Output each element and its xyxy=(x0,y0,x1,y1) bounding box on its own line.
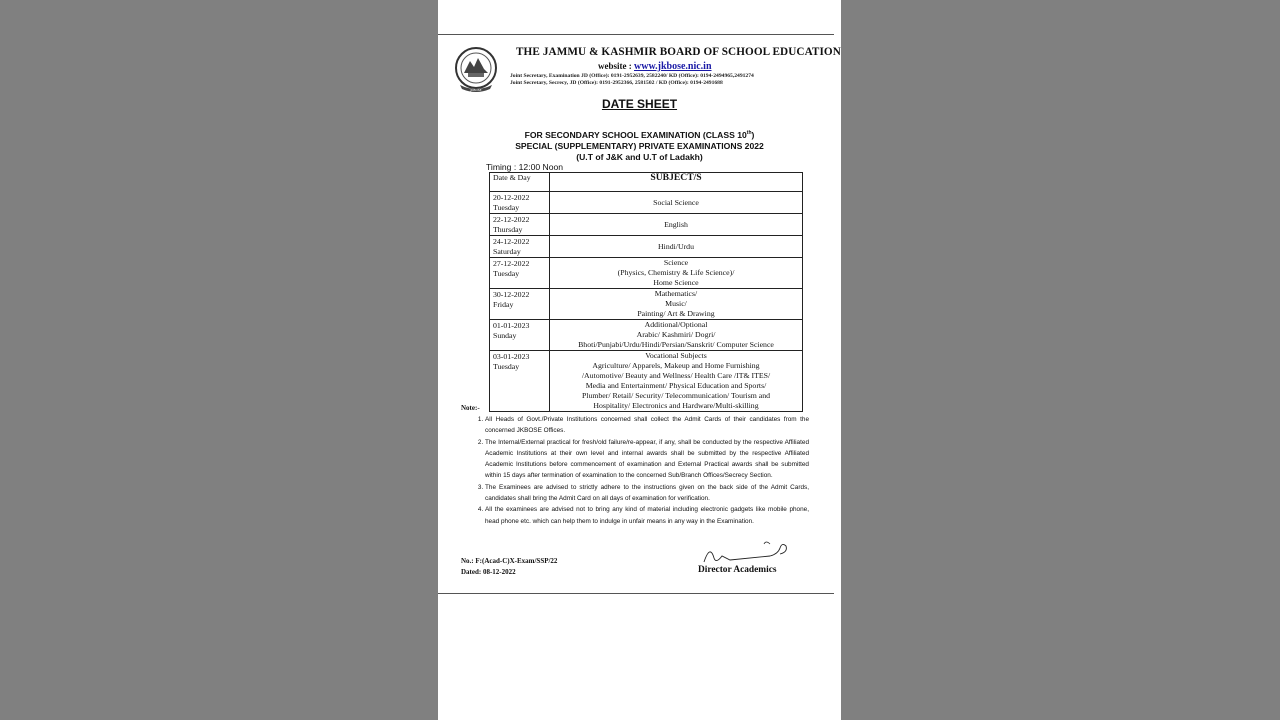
subject-line: Painting/ Art & Drawing xyxy=(637,309,715,318)
reference-number: No.: F:(Acad-C)X-Exam/SSP/22 xyxy=(461,557,558,565)
exam-day: Friday xyxy=(493,300,514,309)
table-header-row xyxy=(490,173,803,192)
organization-name: THE JAMMU & KASHMIR BOARD OF SCHOOL EDUCATION xyxy=(516,46,841,58)
row-date-cell xyxy=(490,351,550,412)
row-date-cell xyxy=(490,289,550,320)
contact-line-secrecy: Joint Secretary, Secrecy, JD (Office): 0191-2952366, 2581502 / KD (Office): 0194-2491688 xyxy=(510,80,723,86)
table-row xyxy=(490,320,803,351)
row-subject-cell xyxy=(550,258,803,289)
contact-line-examination: Joint Secretary, Examination JD (Office): 0191-2952639, 2582240/ KD (Office): 0194-2494965,2491274 xyxy=(510,73,754,79)
row-subject-cell xyxy=(550,214,803,236)
table-row xyxy=(490,258,803,289)
exam-date: 27-12-2022 xyxy=(493,259,530,268)
website-label: website : xyxy=(598,61,632,71)
exam-heading-class xyxy=(438,130,841,140)
row-subject-cell xyxy=(550,289,803,320)
exam-day: Thursday xyxy=(493,225,523,234)
row-subject-cell xyxy=(550,192,803,214)
subject-line: Hindi/Urdu xyxy=(658,241,694,251)
subject-line: Bhoti/Punjabi/Urdu/Hindi/Persian/Sanskrit/ Computer Science xyxy=(578,340,774,349)
exam-day: Sunday xyxy=(493,331,517,340)
subject-line: Plumber/ Retail/ Security/ Telecommunication/ Tourism and xyxy=(581,391,771,400)
exam-day: Tuesday xyxy=(493,362,520,371)
document-title: DATE SHEET xyxy=(601,97,678,111)
table-row xyxy=(490,289,803,320)
subject-line: Arabic/ Kashmiri/ Dogri/ xyxy=(636,330,716,339)
row-date-cell xyxy=(490,258,550,289)
exam-heading-sup: th xyxy=(746,130,752,137)
subject-line: Hospitality/ Electronics and Hardware/Multi-skilling xyxy=(593,401,759,410)
issue-date: Dated: 08-12-2022 xyxy=(461,568,516,576)
subject-line: English xyxy=(664,219,688,229)
website-link[interactable]: www.jkbose.nic.in xyxy=(634,61,712,72)
top-divider xyxy=(438,34,834,35)
exam-date: 20-12-2022 xyxy=(493,193,530,202)
row-date-cell xyxy=(490,192,550,214)
exam-heading-close: ) xyxy=(751,130,755,140)
subject-line: Social Science xyxy=(653,197,699,207)
subject-line: Vocational Subjects xyxy=(645,351,707,360)
table-row xyxy=(490,192,803,214)
table-body xyxy=(490,192,803,412)
exam-date: 01-01-2023 xyxy=(493,321,530,330)
subject-line: Science xyxy=(663,258,689,267)
row-date-cell xyxy=(490,214,550,236)
subject-line: Home Science xyxy=(653,278,699,287)
table-row xyxy=(490,351,803,412)
exam-heading-session: SPECIAL (SUPPLEMENTARY) PRIVATE EXAMINATIONS 2022 xyxy=(515,141,764,151)
note-item: 3. The Examinees are advised to strictly adhere to the instructions given on the back side of the Admit Cards, candidates shall bring the Admit Card on all days of examination for verification. xyxy=(485,482,809,505)
row-date-cell xyxy=(490,320,550,351)
signatory-title: Director Academics xyxy=(698,565,777,575)
jkbose-emblem-icon xyxy=(454,47,498,93)
date-sheet-table xyxy=(489,172,803,412)
subject-line: Media and Entertainment/ Physical Education and Sports/ xyxy=(585,381,767,390)
exam-date: 24-12-2022 xyxy=(493,237,530,246)
exam-date: 03-01-2023 xyxy=(493,352,530,361)
column-header-subject: SUBJECT/S xyxy=(550,173,803,192)
exam-day: Tuesday xyxy=(493,203,520,212)
exam-day: Saturday xyxy=(493,247,521,256)
exam-date: 30-12-2022 xyxy=(493,290,530,299)
row-subject-cell xyxy=(550,236,803,258)
subject-line: Music/ xyxy=(665,299,687,308)
bottom-divider xyxy=(438,593,834,594)
website-line xyxy=(598,61,712,72)
table-row xyxy=(490,214,803,236)
row-date-cell xyxy=(490,236,550,258)
signature-icon xyxy=(700,538,790,566)
exam-heading-region: (U.T of J&K and U.T of Ladakh) xyxy=(576,152,703,162)
exam-timing: Timing : 12:00 Noon xyxy=(486,162,564,172)
exam-heading-text: FOR SECONDARY SCHOOL EXAMINATION (CLASS 10 xyxy=(524,130,747,140)
notes-list xyxy=(461,414,809,527)
document-page xyxy=(438,0,841,720)
note-item: 4. All the examinees are advised not to bring any kind of material including electronic gadgets like mobile phone, head phone etc. which can help them to indulge in unfair means in any way in the Examination. xyxy=(485,504,809,527)
table-row xyxy=(490,236,803,258)
column-header-date: Date & Day xyxy=(490,173,550,192)
subject-line: (Physics, Chemistry & Life Science)/ xyxy=(617,268,735,277)
notes-section xyxy=(461,404,809,527)
exam-date: 22-12-2022 xyxy=(493,215,530,224)
notes-label: Note:- xyxy=(461,404,480,412)
subject-line: Mathematics/ xyxy=(654,289,698,298)
exam-day: Tuesday xyxy=(493,269,520,278)
subject-line: Additional/Optional xyxy=(644,320,708,329)
row-subject-cell xyxy=(550,320,803,351)
note-item: 1. All Heads of Govt./Private Institutions concerned shall collect the Admit Cards of their candidates from the concerned JKBOSE Offices. xyxy=(485,414,809,437)
subject-line: Agriculture/ Apparels, Makeup and Home Furnishing xyxy=(592,361,760,370)
svg-text:JKBOSE: JKBOSE xyxy=(470,88,482,92)
subject-line: /Automotive/ Beauty and Wellness/ Health Care /IT& ITES/ xyxy=(581,371,771,380)
note-item: 2. The Internal/External practical for fresh/old failure/re-appear, if any, shall be conducted by the respective Affiliated Academic Institutions at their own level and internal awards shall be submitted by the respective Affiliated Academic Institutions before commencement of examination and External Practical awards shall be submitted within 15 days after termination of examination to the concerned Sub/Branch Offices/Secrecy Section. xyxy=(485,437,809,482)
row-subject-cell xyxy=(550,351,803,412)
